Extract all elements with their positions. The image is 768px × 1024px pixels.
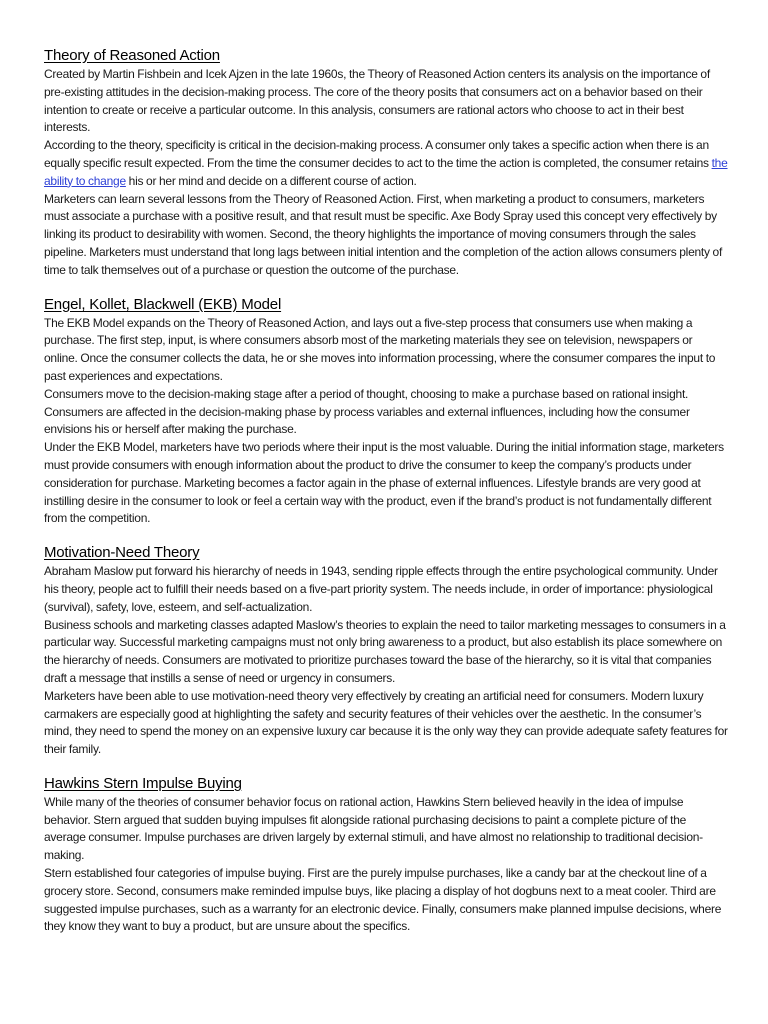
section-theory-of-reasoned-action — [44, 46, 728, 280]
paragraph: The EKB Model expands on the Theory of Reasoned Action, and lays out a five-step process that consumers use when making a purchase. The first step, input, is where consumers absorb most of the marketing materials they see on television, newspapers or online. Once the consumer collects the data, he or she moves into information processing, where the consumer compares the input to past experiences and expectations. — [44, 315, 716, 383]
paragraph-text: his or her mind and decide on a different course of action. — [125, 173, 417, 188]
paragraph: Abraham Maslow put forward his hierarchy of needs in 1943, sending ripple effects through the entire psychological community. Under his theory, people act to fulfill their needs based on a five-part priority system. The needs include, in order of importance: physiological (survival), safety, love, esteem, and self-actualization. — [44, 564, 718, 614]
paragraph: Created by Martin Fishbein and Icek Ajzen in the late 1960s, the Theory of Reasoned Action centers its analysis on the importance of pre-existing attitudes in the decision-making process. The core of the theory posits that consumers act on a behavior based on their intention to create or receive a particular outcome. In this analysis, consumers are rational actors who choose to act in their best interests. — [44, 67, 710, 135]
paragraph: Business schools and marketing classes adapted Maslow’s theories to explain the need to tailor marketing messages to consumers in a particular way. Successful marketing campaigns must not only bring awareness to a product, but also establish its place somewhere on the hierarchy of needs. Consumers are motivated to prioritize purchases toward the base of the hierarchy, so it is vital that companies draft a message that instills a sense of need or urgency in consumers. — [44, 617, 726, 685]
section-heading: Hawkins Stern Impulse Buying — [44, 774, 242, 792]
paragraph: Marketers have been able to use motivation-need theory very effectively by creating an artificial need for consumers. Modern luxury carmakers are especially good at highlighting the safety and security features of their vehicles over the aesthetic. In the consumer’s mind, they need to spend the money on an expensive luxury car because it is the only way they can provide adequate safety features for their family. — [44, 688, 728, 757]
section-heading: Engel, Kollet, Blackwell (EKB) Model — [44, 295, 282, 313]
section-ekb-model — [44, 295, 728, 529]
section-heading: Theory of Reasoned Action — [44, 47, 220, 64]
paragraph: Marketers can learn several lessons from the Theory of Reasoned Action. First, when marketing a product to consumers, marketers must associate a purchase with a positive result, and that result must be specific. Axe Body Spray used this concept very effectively by linking its product to desirability with women. Second, the theory highlights the importance of moving consumers through the sales pipeline. Marketers must understand that long lags between initial intention and the completion of the action allows consumers plenty of time to talk themselves out of a purchase or question the outcome of the purchase. — [44, 191, 723, 277]
paragraph: While many of the theories of consumer behavior focus on rational action, Hawkins Stern believed heavily in the idea of impulse behavior. Stern argued that sudden buying impulses fit alongside rational purchasing decisions to paint a complete picture of the average consumer. Impulse purchases are driven largely by external stimuli, and have almost no relationship to traditional decision-making. — [44, 794, 703, 863]
section-motivation-need-theory — [44, 543, 728, 759]
paragraph: Under the EKB Model, marketers have two periods where their input is the most valuable. During the initial information stage, marketers must provide consumers with enough information about the product to drive the consumer to keep the company’s products under consideration for purchase. Marketing becomes a factor again in the phase of external influences. Lifestyle brands are very good at instilling desire in the consumer to look or feel a certain way with the product, even if the brand’s product is not fundamentally different from the competition. — [44, 440, 724, 526]
ability-to-change-link[interactable]: the ability to change — [44, 155, 728, 188]
paragraph-with-link — [44, 137, 728, 190]
paragraph-text: According to the theory, specificity is critical in the decision-making process. A consumer only takes a specific action when there is an equally specific result expected. From the time the consumer decides to act to the time the action is completed, the consumer retains — [44, 138, 712, 170]
section-heading: Motivation-Need Theory — [44, 544, 200, 562]
paragraph: Consumers move to the decision-making stage after a period of thought, choosing to make a purchase based on rational insight. Consumers are affected in the decision-making phase by process variables and external influences, including how the consumer envisions his or herself after making the purchase. — [44, 386, 690, 437]
section-hawkins-stern-impulse-buying — [44, 774, 728, 936]
document-page — [44, 46, 728, 951]
paragraph: Stern established four categories of impulse buying. First are the purely impulse purchases, like a candy bar at the checkout line of a grocery store. Second, consumers make reminded impulse buys, like placing a display of hot dogbuns next to a meat cooler. Third are suggested impulse purchases, such as a warranty for an electronic device. Finally, consumers make planned impulse decisions, where they know they want to buy a product, but are unsure about the specifics. — [44, 866, 722, 934]
